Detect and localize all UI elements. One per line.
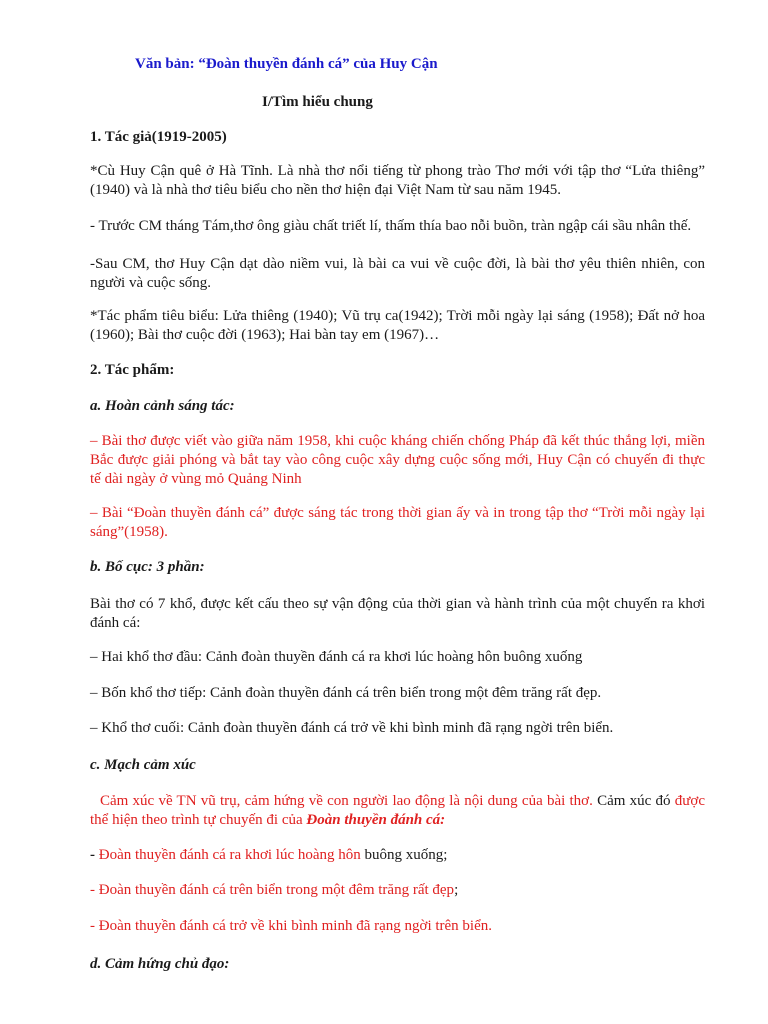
- heading-main-inspiration: d. Cảm hứng chủ đạo:: [90, 956, 230, 972]
- emotion-list-item-2: [90, 881, 705, 900]
- heading-author: 1. Tác giả(1919-2005): [90, 129, 227, 145]
- heading-structure: b. Bố cục: 3 phần:: [90, 559, 205, 575]
- author-paragraph-2: - Trước CM tháng Tám,thơ ông giàu chất triết lí, thấm thía bao nỗi buồn, tràn ngập cái sầu nhân thế.: [90, 218, 692, 234]
- list-dash: -: [90, 847, 99, 863]
- heading-work: 2. Tác phẩm:: [90, 362, 175, 378]
- context-paragraph-2: – Bài “Đoàn thuyền đánh cá” được sáng tác trong thời gian ấy và in trong tập thơ “Trời mỗi ngày lại sáng”(1958).: [90, 505, 705, 540]
- emotion-text-red-1: Cảm xúc về TN vũ trụ, cảm hứng về con người lao động là nội dung của bài thơ.: [100, 793, 593, 809]
- heading-emotion: c. Mạch cảm xúc: [90, 757, 196, 773]
- emotion-list-item-1: [90, 846, 705, 865]
- document-title: Văn bản: “Đoàn thuyền đánh cá” của Huy Cận: [135, 56, 438, 72]
- author-paragraph-1: *Cù Huy Cận quê ở Hà Tĩnh. Là nhà thơ nổi tiếng từ phong trào Thơ mới với tập thơ “Lửa thiêng” (1940) và là nhà thơ tiêu biểu cho nền thơ hiện đại Việt Nam từ sau năm 1945.: [90, 163, 705, 198]
- emotion-list-item-3: - Đoàn thuyền đánh cá trở về khi bình minh đã rạng ngời trên biển.: [90, 918, 493, 934]
- author-paragraph-4: *Tác phẩm tiêu biểu: Lửa thiêng (1940); Vũ trụ ca(1942); Trời mỗi ngày lại sáng (1958); Đất nở hoa (1960); Bài thơ cuộc đời (1963); Hai bàn tay em (1967)…: [90, 308, 705, 343]
- structure-item-3: – Khổ thơ cuối: Cảnh đoàn thuyền đánh cá trở về khi bình minh đã rạng ngời trên biển.: [90, 720, 614, 736]
- section-heading-general: I/Tìm hiểu chung: [262, 94, 373, 110]
- emotion-text-red-2: được thể hiện theo trình tự chuyến đi của: [90, 793, 705, 828]
- heading-context: a. Hoàn cảnh sáng tác:: [90, 398, 235, 414]
- emotion-text-black: Cảm xúc đó: [592, 793, 675, 809]
- list-item-2-black: ;: [454, 882, 459, 898]
- emotion-paragraph: [90, 792, 705, 830]
- context-paragraph-1: – Bài thơ được viết vào giữa năm 1958, khi cuộc kháng chiến chống Pháp đã kết thúc thắng lợi, miền Bắc được giải phóng và bắt tay vào công cuộc xây dựng cuộc sống mới, Huy Cận có chuyến đi thực tế dài ngày ở vùng mỏ Quảng Ninh: [90, 433, 705, 487]
- list-item-1-black: buông xuống;: [360, 847, 448, 863]
- structure-item-1: – Hai khổ thơ đầu: Cảnh đoàn thuyền đánh cá ra khơi lúc hoàng hôn buông xuống: [90, 649, 583, 665]
- author-paragraph-3: -Sau CM, thơ Huy Cận dạt dào niềm vui, là bài ca vui về cuộc đời, là bài thơ yêu thiên nhiên, con người và cuộc sống.: [90, 256, 705, 291]
- structure-item-2: – Bốn khổ thơ tiếp: Cảnh đoàn thuyền đánh cá trên biển trong một đêm trăng rất đẹp.: [90, 685, 602, 701]
- emotion-text-emphasis: Đoàn thuyền đánh cá:: [306, 812, 446, 828]
- list-item-2-red: - Đoàn thuyền đánh cá trên biển trong một đêm trăng rất đẹp: [90, 882, 455, 898]
- structure-paragraph-1: Bài thơ có 7 khổ, được kết cấu theo sự vận động của thời gian và hành trình của một chuyến ra khơi đánh cá:: [90, 596, 705, 631]
- list-item-1-red: Đoàn thuyền đánh cá ra khơi lúc hoàng hôn: [98, 847, 361, 863]
